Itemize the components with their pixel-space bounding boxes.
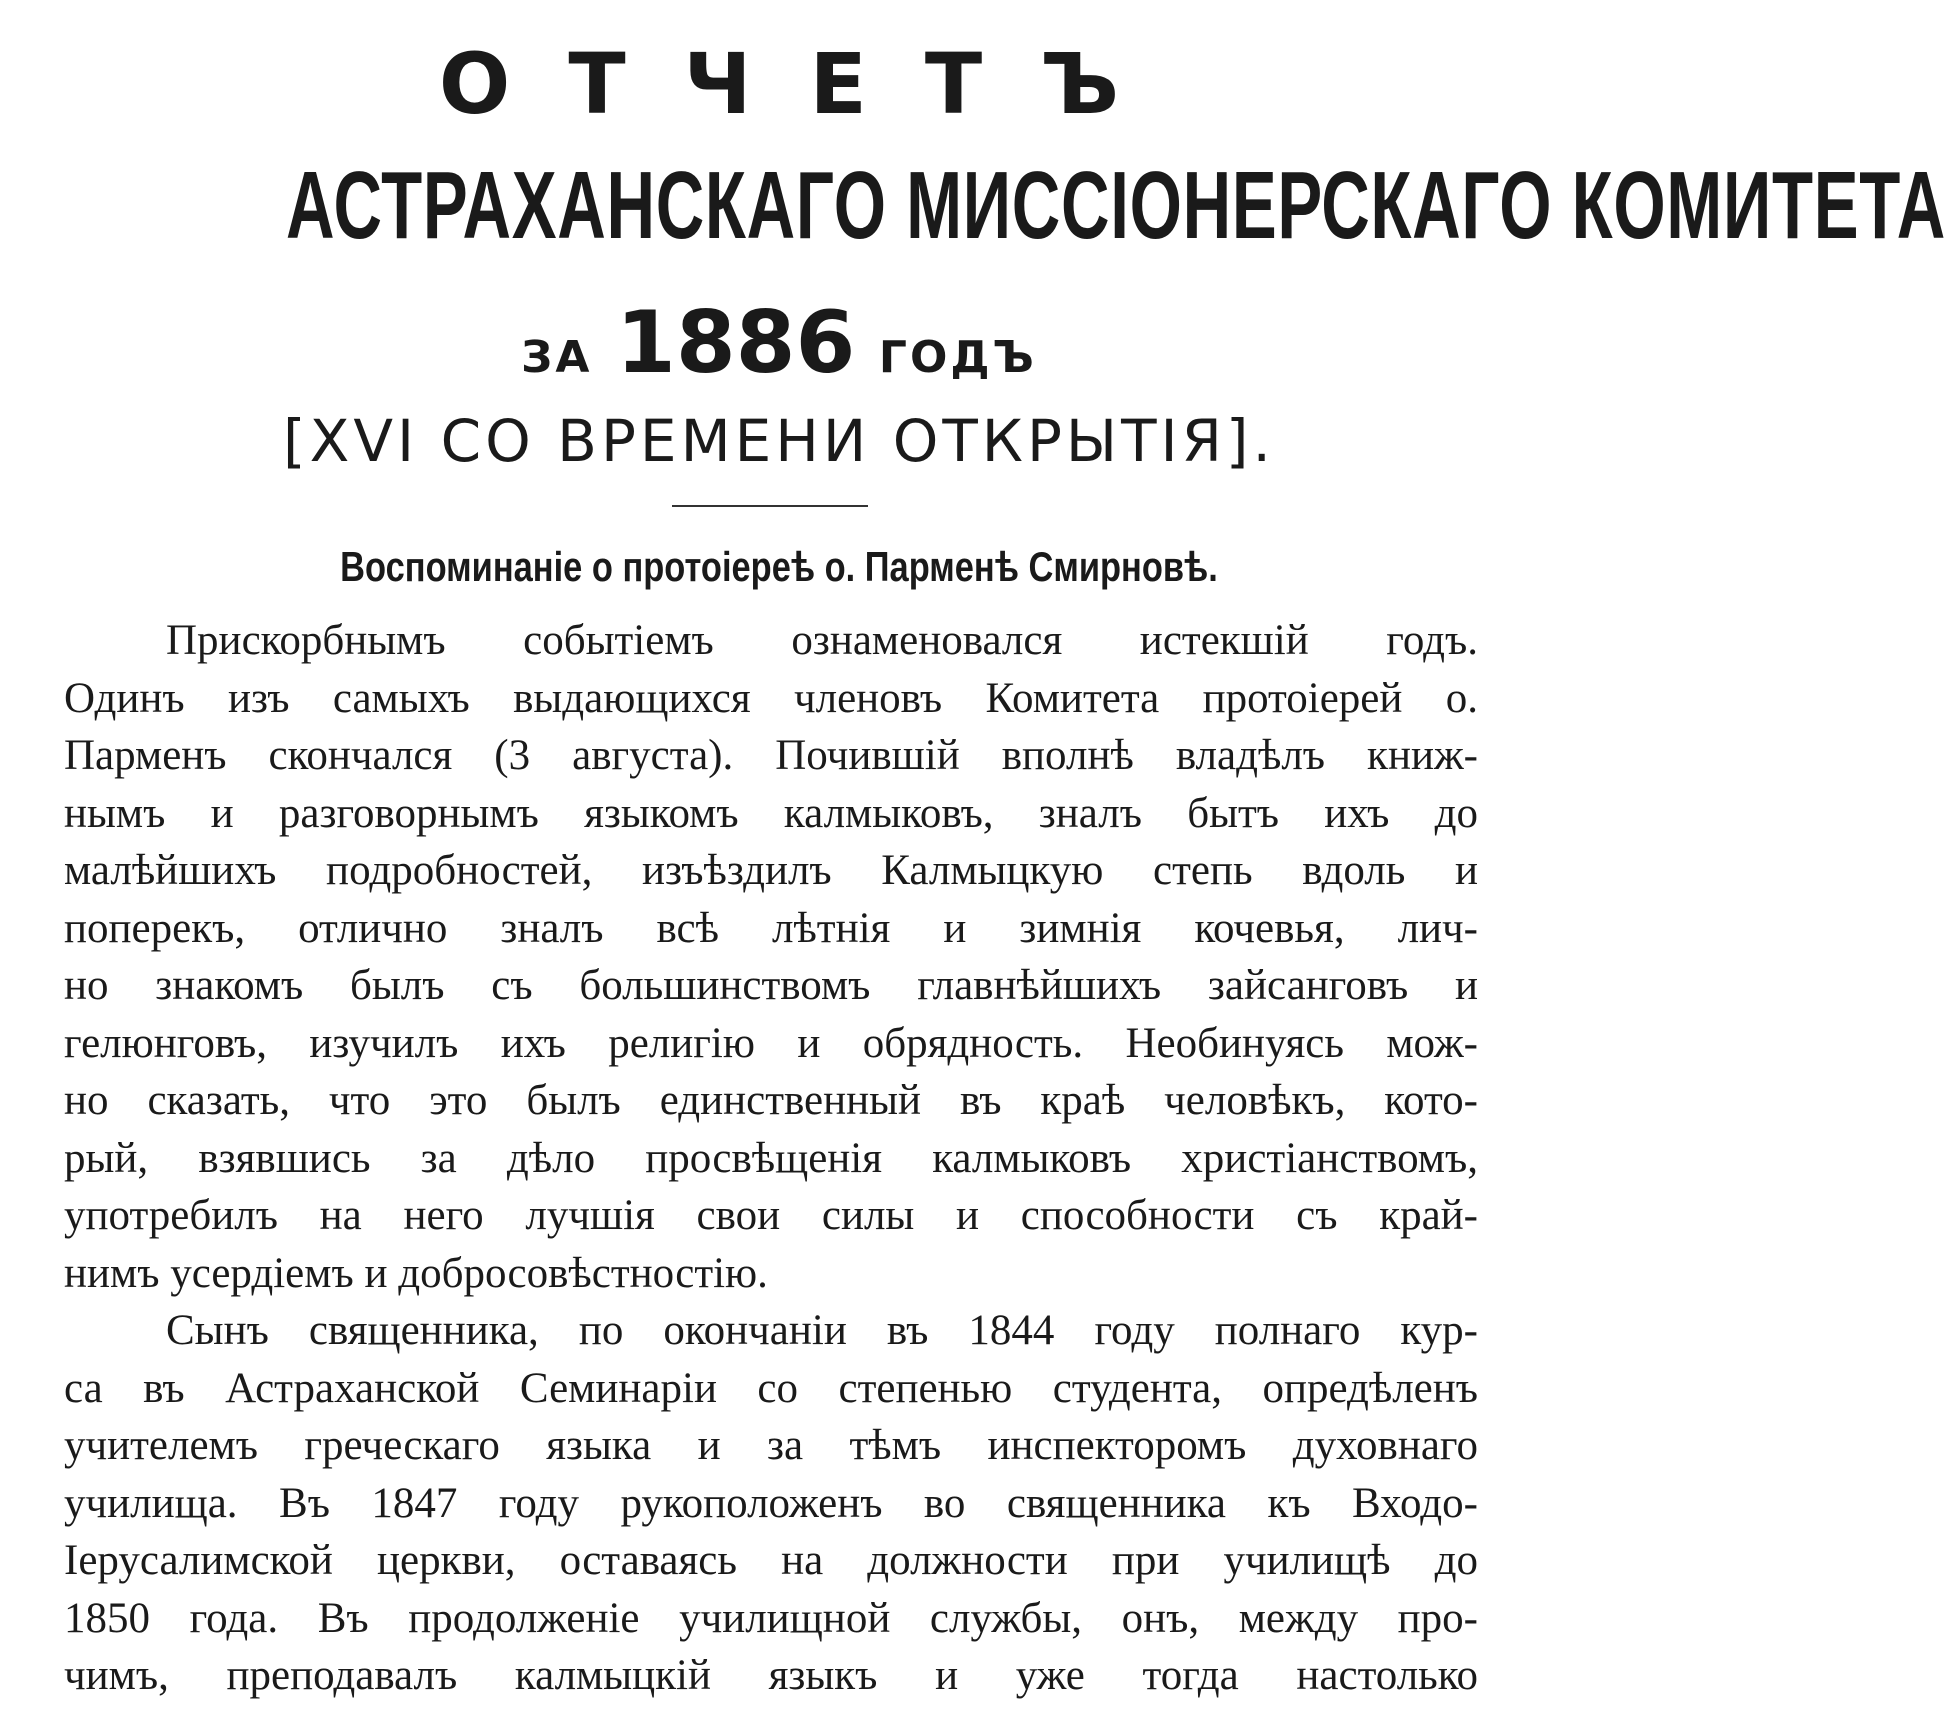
text-line: Сынъ священника, по окончаніи въ 1844 году полнаго кур- — [166, 1307, 1478, 1354]
year-prefix: ЗА — [521, 332, 593, 383]
text-line: малѣйшихъ подробностей, изъѣздилъ Калмыцкую степь вдоль и — [64, 847, 1478, 894]
paragraph — [64, 612, 1478, 1302]
text-line: чимъ, преподавалъ калмыцкій языкъ и уже тогда настолько — [64, 1652, 1478, 1699]
text-line: употребилъ на него лучшія свои силы и способности съ край- — [64, 1192, 1478, 1239]
body-text — [64, 612, 1478, 1705]
text-line: рый, взявшись за дѣло просвѣщенія калмыковъ христіанствомъ, — [64, 1134, 1478, 1182]
text-line: но сказать, что это былъ единственный въ краѣ человѣкъ, кото- — [64, 1077, 1478, 1124]
title-divider — [672, 505, 868, 507]
text-line: Одинъ изъ самыхъ выдающихся членовъ Комитета протоіерей о. — [64, 674, 1478, 722]
text-line: поперекъ, отлично зналъ всѣ лѣтнія и зимнія кочевья, лич- — [64, 904, 1478, 952]
text-line: учителемъ греческаго языка и за тѣмъ инспекторомъ духовнаго — [64, 1422, 1478, 1469]
text-line: 1850 года. Въ продолженіе училищной службы, онъ, между про- — [64, 1594, 1478, 1642]
report-subtitle: [XVI СО ВРЕМЕНИ ОТКРЫТІЯ]. — [282, 407, 1275, 475]
report-year-line — [0, 293, 1558, 393]
text-line: Іерусалимской церкви, оставаясь на должности при училищѣ до — [64, 1537, 1478, 1584]
year-suffix: ГОДЪ — [878, 332, 1037, 383]
text-line: Парменъ скончался (3 августа). Почившій вполнѣ владѣлъ книж- — [64, 732, 1478, 779]
text-line: гелюнговъ, изучилъ ихъ религію и обрядность. Необинуясь мож- — [64, 1019, 1478, 1067]
text-line: училища. Въ 1847 году рукоположенъ во священника къ Входо- — [64, 1479, 1478, 1527]
text-line: нымъ и разговорнымъ языкомъ калмыковъ, зналъ бытъ ихъ до — [64, 789, 1478, 837]
text-line: Прискорбнымъ событіемъ ознаменовался истекшій годъ. — [166, 617, 1478, 664]
report-year: 1886 — [615, 293, 856, 393]
section-heading: Воспоминаніе о протоіереѣ о. Парменѣ Смирновѣ. — [340, 543, 1218, 590]
paragraph — [64, 1302, 1478, 1705]
text-line: са въ Астраханской Семинаріи со степенью студента, опредѣленъ — [64, 1364, 1478, 1412]
report-title: ОТЧЕТЪ — [438, 35, 1178, 133]
organization-title: АСТРАХАНСКАГО МИССІОНЕРСКАГО КОМИТЕТА — [286, 152, 1946, 259]
text-line: нимъ усердіемъ и добросовѣстностію. — [64, 1249, 768, 1297]
text-line: но знакомъ былъ съ большинствомъ главнѣйшихъ зайсанговъ и — [64, 962, 1478, 1009]
